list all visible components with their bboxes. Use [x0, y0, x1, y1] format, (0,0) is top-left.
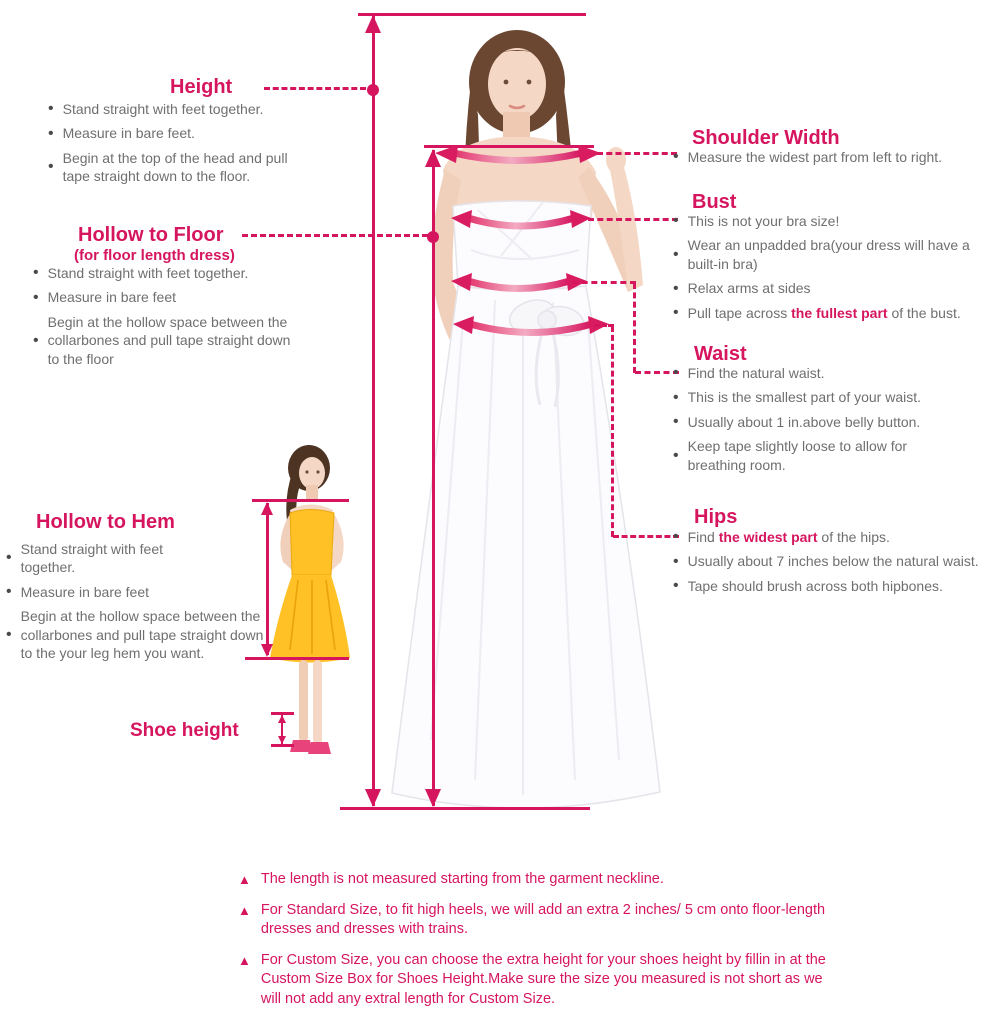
hollow-to-floor-steps — [33, 264, 343, 374]
shoulder-width-arrow — [434, 144, 602, 172]
measure-step: • Measure in bare feet — [33, 288, 343, 306]
waist-arrow — [450, 272, 588, 300]
bust-connector — [588, 218, 678, 221]
note-item: ▲ For Custom Size, you can choose the extra height for your shoes height by fillin in at the Custom Size Box for Shoes Height.Make sure the size you measured is not short as we will not add any extral length for Custom Size. — [238, 951, 878, 1010]
waist-steps — [673, 364, 1000, 480]
measure-step: • Begin at the hollow space between the collarbones and pull tape straight down to the your leg hem you want. — [6, 607, 276, 662]
height-connector — [264, 87, 366, 90]
measure-step: • Find the natural waist. — [673, 364, 1000, 382]
height-arrow-down-icon — [365, 789, 381, 807]
measure-step: • Usually about 7 inches below the natural waist. — [673, 552, 1000, 570]
hollow-to-floor-arrow-down-icon — [425, 789, 441, 807]
waist-connector-h1 — [572, 281, 636, 284]
model-photo-main — [383, 20, 668, 815]
hollow-to-floor-subtitle: (for floor length dress) — [74, 247, 235, 264]
measure-step: • This is the smallest part of your waist. — [673, 388, 1000, 406]
hollow-to-hem-steps — [6, 540, 276, 669]
measure-step: • Pull tape across the fullest part of the bust. — [673, 304, 1000, 322]
hollow-to-floor-measure-line — [432, 150, 435, 806]
size-notes — [238, 870, 878, 1020]
shoulder-width-title: Shoulder Width — [692, 127, 840, 149]
measure-step: • This is not your bra size! — [673, 212, 1000, 230]
shoulder-width-connector — [597, 152, 677, 155]
measure-step: • Relax arms at sides — [673, 279, 1000, 297]
hips-steps — [673, 528, 1000, 601]
hips-title: Hips — [694, 506, 738, 528]
measure-step: • Measure the widest part from left to right. — [673, 148, 998, 166]
shoe-height-title: Shoe height — [130, 720, 239, 741]
height-title: Height — [170, 76, 233, 98]
measure-step: • Wear an unpadded bra(your dress will have a built-in bra) — [673, 236, 1000, 273]
note-item: ▲ The length is not measured starting from the garment neckline. — [238, 870, 878, 890]
measure-step: • Measure in bare feet — [6, 583, 276, 601]
hips-connector-v — [611, 326, 614, 537]
note-item: ▲ For Standard Size, to fit high heels, we will add an extra 2 inches/ 5 cm onto floor-length dresses and dresses with trains. — [238, 901, 878, 940]
measure-step: • Find the widest part of the hips. — [673, 528, 1000, 546]
waist-connector-v — [633, 283, 636, 373]
hips-connector-h2 — [613, 535, 679, 538]
measure-step: • Measure in bare feet. — [48, 124, 338, 142]
bust-arrow — [450, 208, 592, 238]
height-connector-dot — [367, 84, 379, 96]
hem-arrow-up-icon — [261, 502, 273, 515]
bust-title: Bust — [692, 191, 737, 213]
shoe-arrow-down-icon — [278, 736, 286, 744]
height-arrow-up-icon — [365, 15, 381, 33]
hollow-to-floor-connector — [242, 234, 428, 237]
measure-step: • Begin at the top of the head and pull tape straight down to the floor. — [48, 149, 338, 186]
shoulder-width-steps — [673, 148, 998, 172]
measure-step: • Stand straight with feet together. — [6, 540, 276, 577]
head-top-line — [358, 13, 586, 16]
height-measure-line — [372, 16, 375, 806]
hollow-to-floor-title: Hollow to Floor — [78, 224, 224, 246]
measure-step: • Usually about 1 in.above belly button. — [673, 413, 1000, 431]
hollow-to-hem-title: Hollow to Hem — [36, 511, 175, 533]
measure-step: • Stand straight with feet together. — [48, 100, 338, 118]
height-steps — [48, 100, 338, 192]
bust-steps — [673, 212, 1000, 328]
measure-step: • Keep tape slightly loose to allow for breathing room. — [673, 437, 1000, 474]
measure-step: • Tape should brush across both hipbones. — [673, 577, 1000, 595]
measure-step: • Stand straight with feet together. — [33, 264, 343, 282]
waist-title: Waist — [694, 343, 747, 365]
measure-step: • Begin at the hollow space between the collarbones and pull tape straight down to the floor — [33, 313, 343, 368]
hollow-to-floor-connector-dot — [427, 231, 439, 243]
floor-line — [340, 807, 590, 810]
shoe-height-bottom-cap — [271, 744, 294, 747]
shoe-arrow-up-icon — [278, 715, 286, 723]
hips-arrow — [452, 314, 610, 344]
